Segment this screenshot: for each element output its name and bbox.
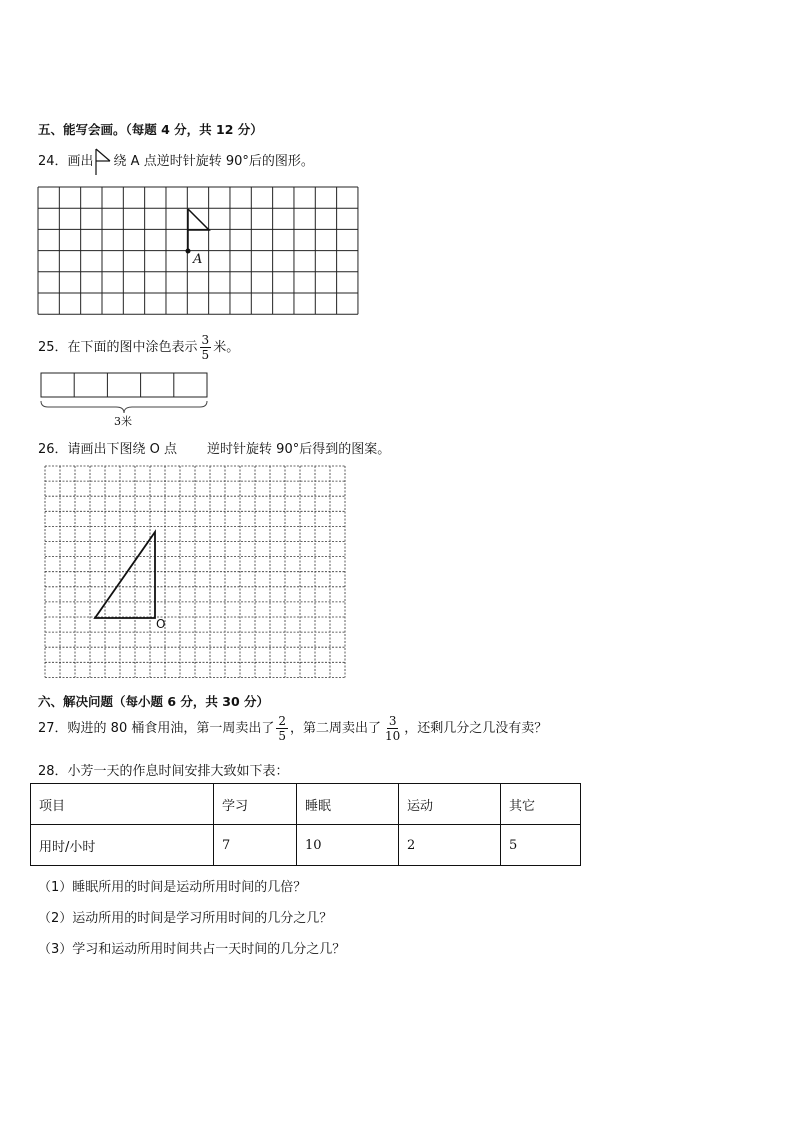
q26-label-o: O — [156, 617, 166, 631]
question-26-suffix: 逆时针旋转 90°后得到的图案。 — [207, 442, 391, 457]
question-25 — [38, 333, 239, 362]
question-27-suffix: ，还剩几分之几没有卖？ — [404, 721, 548, 736]
table-cell: 2 — [399, 825, 501, 866]
table-cell: 7 — [214, 825, 297, 866]
schedule-table — [30, 783, 581, 866]
q24-point-a — [186, 249, 191, 254]
q25-bar — [38, 373, 210, 415]
q27-fraction-2-numerator: 3 — [388, 714, 397, 728]
question-25-prefix: 25．在下面的图中涂色表示 — [38, 340, 198, 355]
q25-fraction-numerator: 3 — [201, 333, 210, 347]
q25-brace — [41, 401, 207, 413]
q27-fraction-2 — [383, 714, 402, 743]
question-24-prefix: 24．画出 — [38, 154, 94, 169]
table-row — [31, 784, 581, 825]
q24-flag-triangle — [188, 209, 209, 230]
q26-triangle — [95, 532, 155, 618]
question-27-mid: ，第二周卖出了 — [290, 721, 382, 736]
question-28-sub-2: （2）运动所用的时间是学习所用时间的几分之几？ — [38, 911, 333, 926]
q27-fraction-1-denominator: 5 — [278, 729, 286, 743]
table-cell: 10 — [297, 825, 399, 866]
table-header-cell: 项目 — [31, 784, 214, 825]
question-25-suffix: 米。 — [213, 340, 240, 355]
question-27 — [38, 714, 547, 743]
q27-fraction-1-numerator: 2 — [278, 714, 286, 728]
q27-fraction-1 — [276, 714, 288, 743]
q26-grid — [45, 466, 345, 678]
q27-fraction-2-denominator: 10 — [385, 729, 401, 743]
table-cell: 5 — [501, 825, 581, 866]
q25-fraction — [200, 333, 212, 362]
question-26 — [38, 438, 390, 457]
flag-shape-icon — [94, 155, 114, 169]
question-26-prefix: 26．请画出下图绕 O 点 — [38, 442, 178, 457]
question-24 — [38, 150, 314, 169]
q25-fraction-denominator: 5 — [201, 348, 210, 362]
table-header-cell: 睡眠 — [297, 784, 399, 825]
question-24-suffix: 绕 A 点逆时针旋转 90°后的图形。 — [113, 154, 314, 169]
q24-label-a: A — [193, 252, 203, 267]
q24-grid — [38, 187, 360, 315]
table-row — [31, 825, 581, 866]
question-27-prefix: 27．购进的 80 桶食用油，第一周卖出了 — [38, 721, 275, 736]
section-6-title: 六、解决问题（每小题 6 分，共 30 分） — [38, 694, 270, 709]
section-5-title: 五、能写会画。（每题 4 分，共 12 分） — [38, 122, 263, 137]
question-28-sub-3: （3）学习和运动所用时间共占一天时间的几分之几？ — [38, 942, 346, 957]
question-28-sub-1: （1）睡眠所用的时间是运动所用时间的几倍？ — [38, 880, 307, 895]
question-28-intro: 28．小芳一天的作息时间安排大致如下表： — [38, 764, 289, 779]
table-header-cell: 其它 — [501, 784, 581, 825]
q25-bar-label: 3米 — [114, 415, 132, 428]
table-header-cell: 运动 — [399, 784, 501, 825]
table-cell: 用时/小时 — [31, 825, 214, 866]
table-header-cell: 学习 — [214, 784, 297, 825]
